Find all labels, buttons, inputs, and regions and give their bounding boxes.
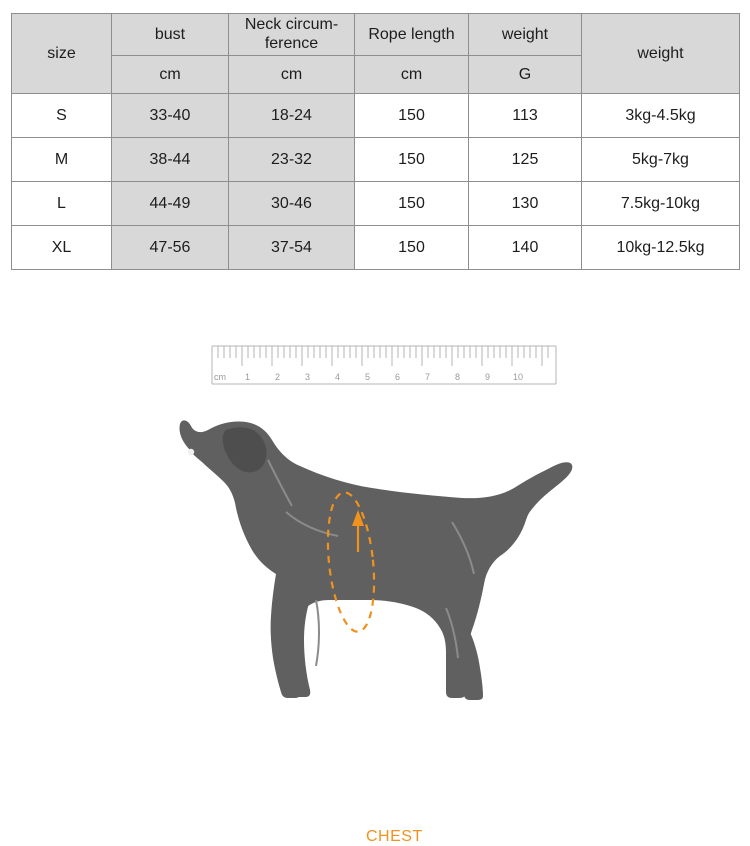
cell-size: L — [12, 182, 112, 226]
table-row — [12, 226, 740, 270]
dog-measurement-diagram — [0, 300, 750, 845]
ruler-tick-2: 2 — [275, 372, 281, 382]
cell-size: XL — [12, 226, 112, 270]
ruler-tick-9: 9 — [485, 372, 491, 382]
unit-bust: cm — [112, 56, 229, 94]
ruler-tick-5: 5 — [365, 372, 371, 382]
cell-weight-kg: 3kg-4.5kg — [582, 94, 740, 138]
cell-weight-kg: 7.5kg-10kg — [582, 182, 740, 226]
table-row — [12, 138, 740, 182]
size-chart-table-container — [11, 13, 739, 270]
cell-neck: 23-32 — [229, 138, 355, 182]
header-neck-line1: Neck circum- — [244, 16, 339, 34]
dog-diagram-svg — [0, 300, 750, 750]
header-weight-g: weight — [469, 14, 582, 56]
cell-weight-g: 140 — [469, 226, 582, 270]
ruler-tick-6: 6 — [395, 372, 401, 382]
ruler-tick-8: 8 — [455, 372, 461, 382]
chest-label: CHEST — [366, 828, 423, 845]
header-weight-kg: weight — [582, 14, 740, 94]
unit-rope: cm — [355, 56, 469, 94]
cell-rope: 150 — [355, 94, 469, 138]
cell-bust: 44-49 — [112, 182, 229, 226]
cell-bust: 47-56 — [112, 226, 229, 270]
dog-eye — [188, 449, 194, 455]
ruler-tick-10: 10 — [513, 372, 524, 382]
cell-weight-kg: 5kg-7kg — [582, 138, 740, 182]
header-neck-line2: ference — [264, 34, 319, 52]
cell-neck: 37-54 — [229, 226, 355, 270]
cell-weight-g: 125 — [469, 138, 582, 182]
cell-rope: 150 — [355, 182, 469, 226]
ruler-tick-4: 4 — [335, 372, 341, 382]
ruler-tick-7: 7 — [425, 372, 431, 382]
cell-rope: 150 — [355, 138, 469, 182]
header-neck-circumference — [229, 14, 355, 56]
header-size: size — [12, 14, 112, 94]
cell-bust: 33-40 — [112, 94, 229, 138]
table-header — [12, 14, 740, 94]
ruler-icon — [212, 346, 556, 384]
ruler-unit-label: cm — [214, 372, 226, 382]
header-bust: bust — [112, 14, 229, 56]
cell-weight-g: 130 — [469, 182, 582, 226]
table-row — [12, 94, 740, 138]
cell-rope: 150 — [355, 226, 469, 270]
cell-neck: 30-46 — [229, 182, 355, 226]
cell-size: S — [12, 94, 112, 138]
size-chart-table — [11, 13, 740, 270]
cell-size: M — [12, 138, 112, 182]
cell-weight-g: 113 — [469, 94, 582, 138]
unit-weight-g: G — [469, 56, 582, 94]
cell-neck: 18-24 — [229, 94, 355, 138]
table-row — [12, 182, 740, 226]
header-rope-length: Rope length — [355, 14, 469, 56]
ruler-tick-3: 3 — [305, 372, 311, 382]
cell-bust: 38-44 — [112, 138, 229, 182]
dog-silhouette-icon — [179, 420, 572, 700]
ruler-tick-1: 1 — [245, 372, 251, 382]
table-header-row-labels — [12, 14, 740, 56]
table-body — [12, 94, 740, 270]
unit-neck: cm — [229, 56, 355, 94]
cell-weight-kg: 10kg-12.5kg — [582, 226, 740, 270]
